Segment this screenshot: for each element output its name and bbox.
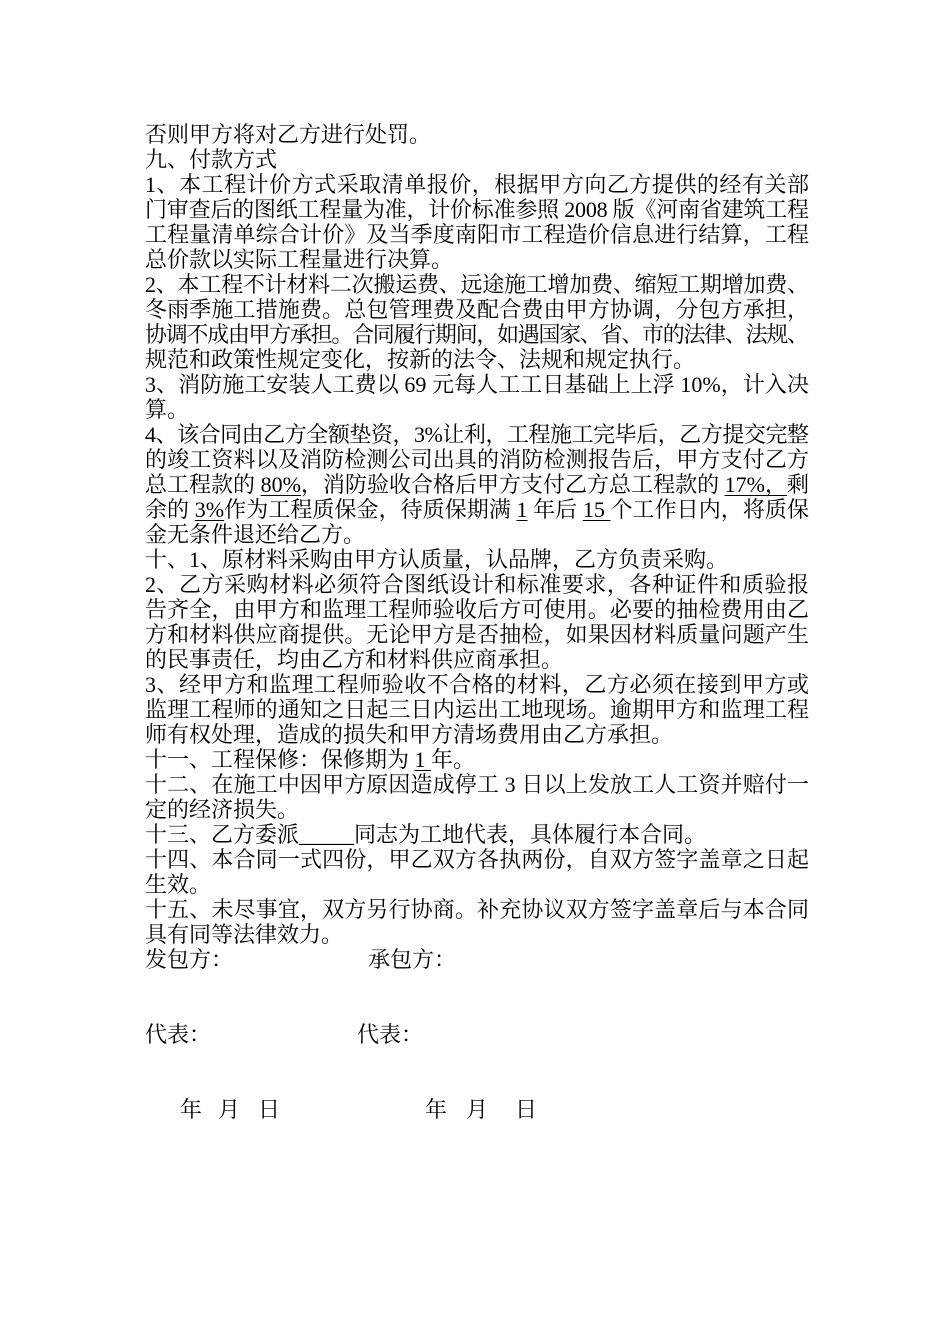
paragraph-line: 具有同等法律效力。 — [145, 922, 344, 947]
paragraph-line: 3、经甲方和监理工程师验收不合格的材料，乙方必须在接到甲方或 — [145, 672, 810, 697]
text-segment: 余的 — [145, 497, 195, 522]
paragraph-line: 定的经济损失。 — [145, 797, 300, 822]
text-segment: 十一、工程保修：保修期为 — [145, 747, 415, 772]
section-heading: 十、1、原材料采购由甲方认质量，认品牌，乙方负责采购。 — [145, 547, 729, 572]
employer-date-month: 月 — [218, 1097, 241, 1122]
paragraph-line: 2、乙方采购材料必须符合图纸设计和标准要求，各种证件和质验报 — [145, 572, 810, 597]
contractor-date-day: 日 — [515, 1097, 538, 1122]
paragraph-line: 协调不成由甲方承担。合同履行期间，如遇国家、省、市的法律、法规、 — [145, 322, 808, 347]
signature-representative-row — [145, 1022, 809, 1047]
text-segment: ，消防验收合格后甲方支付乙方总工程款的 — [300, 472, 725, 497]
paragraph-line: 告齐全，由甲方和监理工程师验收后方可使用。必要的抽检费用由乙 — [145, 597, 810, 622]
paragraph-line: 方和材料供应商提供。无论甲方是否抽检，如果因材料质量问题产生 — [145, 622, 810, 647]
paragraph-line: 师有权处理，造成的损失和甲方清场费用由乙方承担。 — [145, 722, 674, 747]
paragraph-line: 监理工程师的通知之日起三日内运出工地现场。逾期甲方和监理工程 — [145, 697, 810, 722]
paragraph-line: 门审查后的图纸工程量为准，计价标准参照 2008 版《河南省建筑工程 — [145, 197, 809, 222]
section-heading: 十三、乙方委派_____同志为工地代表，具体履行本合同。 — [145, 822, 707, 847]
signature-party-row — [145, 947, 809, 972]
underlined-value: 1 — [516, 497, 528, 522]
paragraph-line — [145, 497, 809, 522]
paragraph-line: 总价款以实际工程量进行决算。 — [145, 247, 454, 272]
paragraph-line: 3、消防施工安装人工费以 69 元每人工工日基础上上浮 10%，计入决 — [145, 372, 810, 397]
text-segment: 个工作日内，将质保 — [610, 497, 810, 522]
contractor-label: 承包方： — [368, 947, 457, 972]
section-heading: 十二、在施工中因甲方原因造成停工 3 日以上发放工人工资并赔付一 — [145, 772, 810, 797]
paragraph-line: 2、本工程不计材料二次搬运费、远途施工增加费、缩短工期增加费、 — [145, 272, 809, 297]
paragraph-line — [145, 472, 809, 497]
employer-representative-label: 代表： — [145, 1022, 212, 1047]
section-heading: 十五、未尽事宜，双方另行协商。补充协议双方签字盖章后与本合同 — [145, 897, 810, 922]
underlined-value: 1 — [414, 747, 432, 772]
text-segment: 总工程款的 — [145, 472, 261, 497]
underlined-value: 80% — [260, 472, 301, 497]
paragraph-line: 的民事责任，均由乙方和材料供应商承担。 — [145, 647, 564, 672]
employer-date-day: 日 — [258, 1097, 281, 1122]
text-segment: 作为工程质保金，待质保期满 — [224, 497, 517, 522]
paragraph-line: 金无条件退还给乙方。 — [145, 522, 366, 547]
underlined-value: 17%， — [724, 472, 787, 497]
section-heading: 九、付款方式 — [145, 147, 278, 172]
employer-date-year: 年 — [180, 1097, 203, 1122]
paragraph-line: 否则甲方将对乙方进行处罚。 — [145, 122, 432, 147]
employer-label: 发包方： — [145, 947, 234, 972]
section-heading — [145, 747, 809, 772]
section-heading: 十四、本合同一式四份，甲乙双方各执两份，自双方签字盖章之日起 — [145, 847, 810, 872]
contract-body — [145, 122, 809, 1122]
paragraph-line: 生效。 — [145, 872, 212, 897]
contractor-representative-label: 代表： — [357, 1022, 424, 1047]
contractor-date-year: 年 — [425, 1097, 448, 1122]
underlined-value: 3% — [194, 497, 225, 522]
paragraph-line: 算。 — [145, 397, 190, 422]
text-segment: 年后 — [527, 497, 583, 522]
paragraph-line: 冬雨季施工措施费。总包管理费及配合费由甲方协调，分包方承担， — [145, 297, 810, 322]
contractor-date-month: 月 — [466, 1097, 489, 1122]
paragraph-line: 4、该合同由乙方全额垫资，3%让利，工程施工完毕后，乙方提交完整 — [145, 422, 809, 447]
paragraph-line: 规范和政策性规定变化，按新的法令、法规和规定执行。 — [145, 347, 696, 372]
paragraph-line: 1、本工程计价方式采取清单报价，根据甲方向乙方提供的经有关部 — [145, 172, 810, 197]
text-segment: 年。 — [431, 747, 476, 772]
underlined-value: 15 — [582, 497, 611, 522]
paragraph-line: 工程量清单综合计价》及当季度南阳市工程造价信息进行结算，工程 — [145, 222, 810, 247]
paragraph-line: 的竣工资料以及消防检测公司出具的消防检测报告后，甲方支付乙方 — [145, 447, 810, 472]
text-segment: 剩 — [786, 472, 809, 497]
signature-date-row — [145, 1097, 809, 1122]
